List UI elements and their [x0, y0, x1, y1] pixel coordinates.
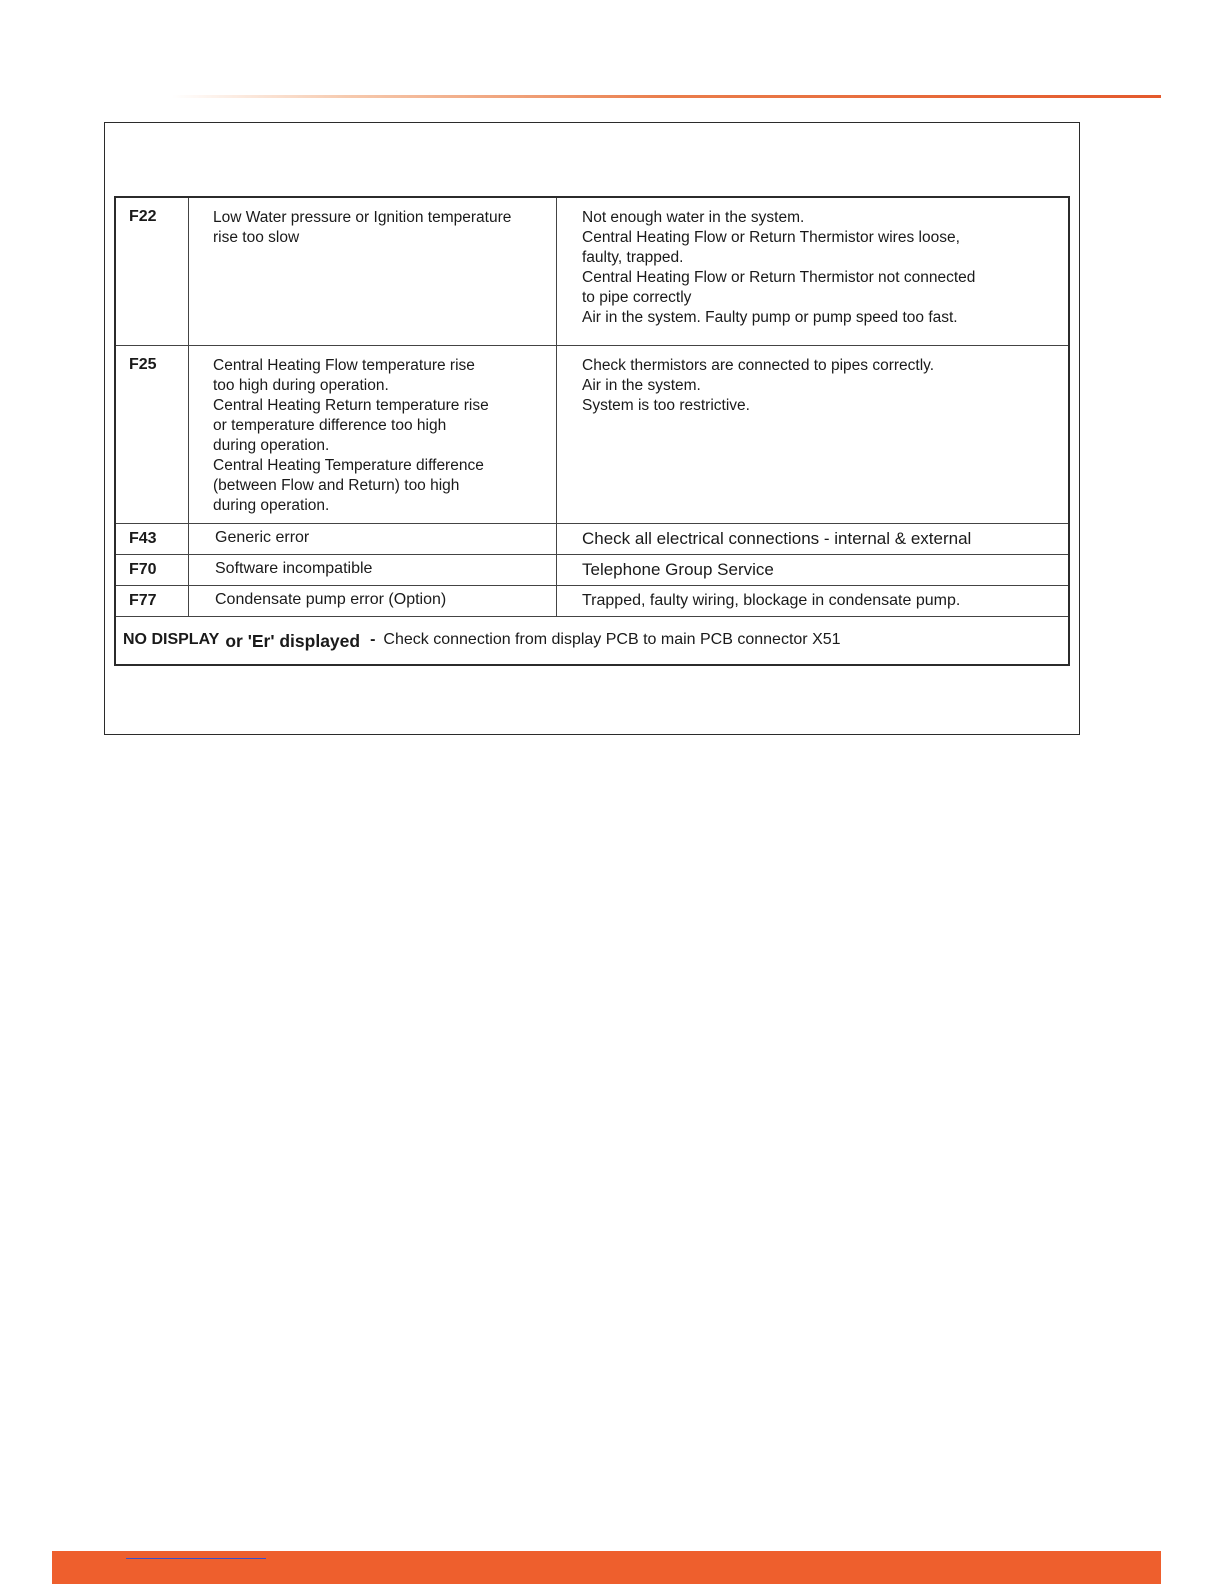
footer-link-underline[interactable] — [126, 1558, 266, 1559]
fault-cause — [557, 555, 1068, 585]
cause-line: Check all electrical connections - internal & external — [582, 529, 972, 548]
er-displayed-label: or 'Er' displayed — [225, 631, 361, 651]
description-line: Low Water pressure or Ignition temperature — [213, 209, 512, 226]
fault-code: F70 — [116, 555, 189, 585]
header-rule — [172, 95, 1161, 98]
table-row — [116, 586, 1068, 617]
cause-line: Trapped, faulty wiring, blockage in condensate pump. — [582, 592, 961, 609]
description-line: Generic error — [215, 529, 310, 546]
description-line: rise too slow — [213, 229, 300, 246]
fault-description — [189, 198, 557, 345]
table-row — [116, 555, 1068, 586]
fault-code: F22 — [116, 198, 189, 345]
fault-description — [189, 346, 557, 523]
separator: - — [370, 631, 376, 648]
table-row — [116, 524, 1068, 555]
fault-cause — [557, 586, 1068, 616]
description-line: Central Heating Return temperature rise — [213, 397, 489, 414]
description-line: Central Heating Temperature difference — [213, 457, 484, 474]
description-line: (between Flow and Return) too high — [213, 477, 460, 494]
description-line: or temperature difference too high — [213, 417, 447, 434]
fault-code: F77 — [116, 586, 189, 616]
description-line: Condensate pump error (Option) — [215, 591, 447, 608]
fault-description — [189, 524, 557, 554]
fault-code-table — [114, 196, 1070, 666]
no-display-label: NO DISPLAY — [123, 631, 220, 648]
cause-line: Not enough water in the system. — [582, 209, 805, 226]
fault-cause — [557, 198, 1068, 345]
footer-instruction: Check connection from display PCB to main PCB connector X51 — [383, 631, 841, 648]
cause-line: Central Heating Flow or Return Thermistor wires loose, — [582, 229, 960, 246]
description-line: during operation. — [213, 437, 330, 454]
cause-line: to pipe correctly — [582, 289, 692, 306]
fault-code: F43 — [116, 524, 189, 554]
footer-bar — [52, 1551, 1161, 1584]
cause-line: Check thermistors are connected to pipes correctly. — [582, 357, 935, 374]
table-row — [116, 346, 1068, 524]
fault-description — [189, 555, 557, 585]
cause-line: Telephone Group Service — [582, 560, 774, 579]
cause-line: Central Heating Flow or Return Thermistor not connected — [582, 269, 976, 286]
fault-description — [189, 586, 557, 616]
table-footer-note — [116, 617, 1068, 664]
fault-code: F25 — [116, 346, 189, 523]
cause-line: Air in the system. Faulty pump or pump speed too fast. — [582, 309, 958, 326]
table-row — [116, 198, 1068, 346]
fault-cause — [557, 346, 1068, 523]
description-line: Software incompatible — [215, 560, 373, 577]
cause-line: Air in the system. — [582, 377, 701, 394]
description-line: too high during operation. — [213, 377, 389, 394]
fault-cause — [557, 524, 1068, 554]
cause-line: System is too restrictive. — [582, 397, 750, 414]
description-line: Central Heating Flow temperature rise — [213, 357, 475, 374]
cause-line: faulty, trapped. — [582, 249, 684, 266]
description-line: during operation. — [213, 497, 330, 514]
